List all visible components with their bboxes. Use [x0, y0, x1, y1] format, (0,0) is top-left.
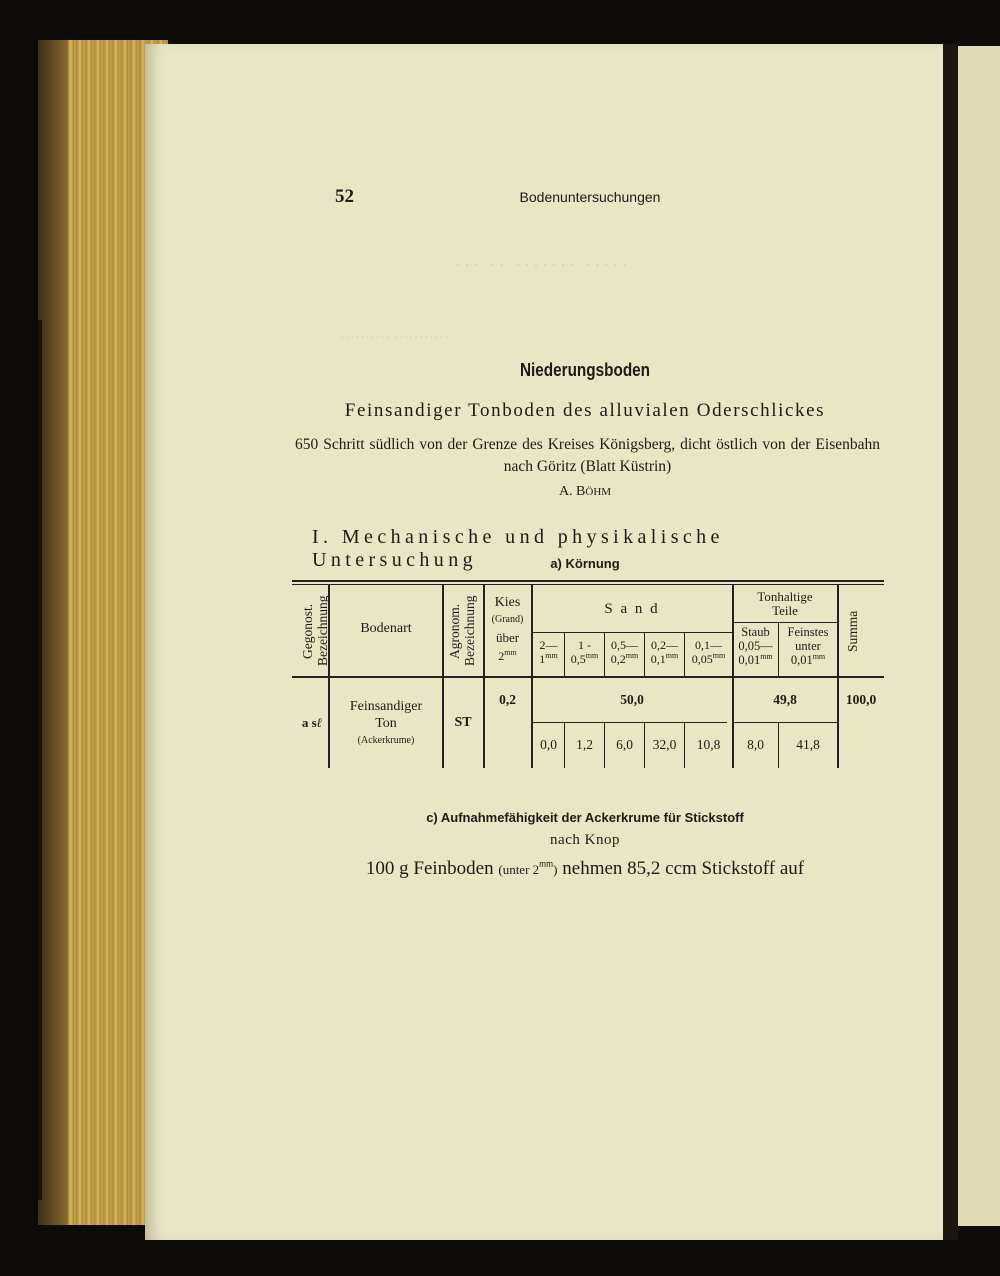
- row-sand-value: 10,8: [696, 737, 721, 752]
- row-agro: ST: [454, 715, 472, 730]
- header-summa: Summa: [845, 610, 860, 652]
- header-bottom-rule: [292, 676, 884, 678]
- row-sand-value: 6,0: [616, 737, 633, 752]
- header-bodenart: Bodenart: [360, 621, 412, 636]
- subsection-c-method: nach Knop: [550, 832, 620, 848]
- book-gutter: [943, 44, 958, 1240]
- location-text: 650 Schritt südlich von der Grenze des Kreises Königsberg, dicht östlich von der Eisenbahn nach Göritz (Blatt Küstrin): [295, 436, 880, 475]
- author-initial: A. B: [558, 484, 586, 499]
- sand-header-rule: [532, 632, 732, 633]
- table-top-rule-2: [292, 584, 884, 585]
- edge-shadow-line: [38, 320, 42, 1200]
- subsection-a-title: a) Körnung: [550, 556, 620, 571]
- row-sand-value: 32,0: [652, 737, 677, 752]
- row-sand-value: 1,2: [576, 737, 593, 752]
- kies-ueber: über: [495, 630, 520, 645]
- kies-label: Kies: [494, 595, 521, 610]
- col-rule: [442, 584, 444, 768]
- row-ton-value: 41,8: [796, 737, 820, 752]
- header-kies: [484, 596, 531, 663]
- header-geo: Gegonost. Bezeichnung: [300, 595, 330, 667]
- row-ton-total: 49,8: [773, 692, 797, 707]
- tonhaltige-label: Tonhaltige: [757, 589, 813, 604]
- row-geo: a sℓ: [301, 715, 323, 730]
- sand-fraction-3: 0,5— $0,2^{mm}$: [610, 638, 639, 666]
- section-1-title: I. Mechanische und physikalische Untersuchung: [312, 526, 724, 571]
- sand-fraction-2: 1 - $0,5^{mm}$: [570, 638, 599, 666]
- row-sand-total: 50,0: [620, 692, 644, 707]
- running-title: Bodenuntersuchungen: [519, 189, 661, 205]
- sand-fraction-4: 0,2— $0,1^{mm}$: [650, 638, 679, 666]
- author-surname: ÖHM: [585, 486, 612, 498]
- nitrogen-result: 100 g Feinboden (unter $2^{mm}$) nehmen 85,2 ccm Stickstoff auf: [365, 858, 805, 879]
- header-tonhaltige: [733, 590, 837, 618]
- table-top-rule: [292, 580, 884, 582]
- header-agro: Agronom. Bezeichnung: [447, 595, 477, 667]
- page-number: 52: [335, 186, 354, 207]
- sand-fraction-5: 0,1— $0,05^{mm}$: [691, 638, 726, 666]
- header-staub: Staub 0,05— $0,01^{mm}$: [738, 625, 773, 667]
- header-sand: S a n d: [604, 601, 660, 617]
- row-kies: 0,2: [499, 692, 516, 707]
- sand-fraction-1: 2— $1^{mm}$: [539, 638, 558, 666]
- subsection-c-title: c) Aufnahmefähigkeit der Ackerkrume für Stickstoff: [426, 810, 744, 825]
- show-through-text: ··· ·· ······· ·····: [455, 255, 631, 275]
- show-through-text: ·········· ···········: [340, 330, 449, 346]
- row-sand-value: 0,0: [540, 737, 557, 752]
- facing-page-edge: [958, 46, 1000, 1226]
- ton-header-rule: [734, 622, 838, 623]
- sand-values-rule: [532, 722, 727, 723]
- kies-grand: (Grand): [491, 614, 524, 625]
- section-heading: Niederungsboden: [519, 360, 651, 380]
- header-feinstes: Feinstes unter $0,01^{mm}$: [787, 625, 829, 667]
- teile-label: Teile: [772, 603, 798, 618]
- kies-size: $2^{mm}$: [498, 648, 517, 663]
- row-bodenart: Feinsandiger Ton (Ackerkrume): [349, 699, 423, 746]
- soil-description: Feinsandiger Tonboden des alluvialen Oderschlickes: [344, 400, 826, 421]
- grain-size-table: [292, 580, 884, 768]
- col-rule: [837, 584, 839, 768]
- row-ton-value: 8,0: [747, 737, 764, 752]
- row-summa: 100,0: [845, 692, 877, 707]
- ton-values-rule: [734, 722, 838, 723]
- author: [290, 484, 880, 500]
